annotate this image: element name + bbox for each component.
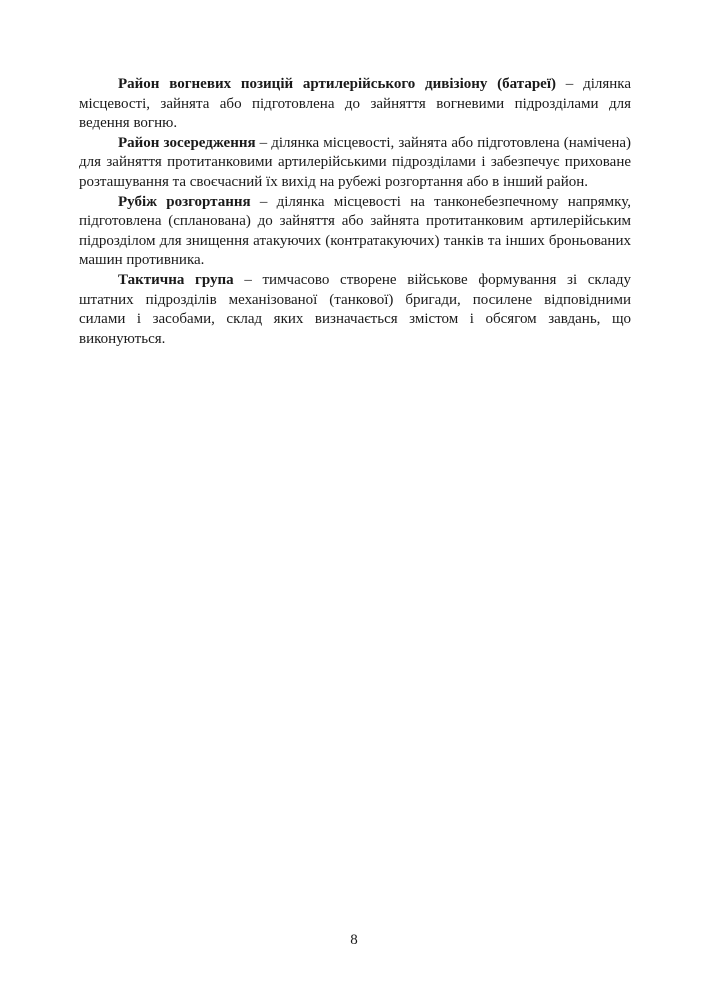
- definition-paragraph-concentration-area: [79, 134, 631, 193]
- definition-concentration-area: – ділянка місцевості, зайнята або підготовлена (намічена) для зайняття протитанковими артилерійськими підрозділами і забезпечує приховане розташування та своєчасний їх вихід на рубежі розгортання або в інший район.: [79, 134, 631, 190]
- definition-paragraph-deployment-line: [79, 193, 631, 271]
- definition-paragraph-firing-positions: [79, 75, 631, 134]
- definition-paragraph-tactical-group: [79, 271, 631, 349]
- definition-tactical-group: – тимчасово створене військове формування зі складу штатних підрозділів механізованої (танкової) бригади, посилене відповідними силами і засобами, склад яких визначається змістом і обсягом завдань, що виконуються.: [79, 271, 631, 347]
- page-number: 8: [350, 932, 358, 948]
- term-deployment-line: Рубіж розгортання: [118, 193, 251, 210]
- term-concentration-area: Район зосередження: [118, 134, 256, 151]
- page-body: [79, 75, 631, 349]
- term-firing-positions: Район вогневих позицій артилерійського дивізіону (батареї): [118, 76, 556, 92]
- definition-firing-positions: – ділянка місцевості, зайнята або підготовлена до зайняття вогневими підрозділами для ведення вогню.: [79, 76, 631, 132]
- definition-deployment-line: – ділянка місцевості на танконебезпечному напрямку, підготовлена (спланована) до зайняття або зайнята протитанковим артилерійським підрозділом для знищення атакуючих (контратакуючих) танків та інших броньованих машин противника.: [79, 193, 631, 269]
- term-tactical-group: Тактична група: [118, 271, 234, 288]
